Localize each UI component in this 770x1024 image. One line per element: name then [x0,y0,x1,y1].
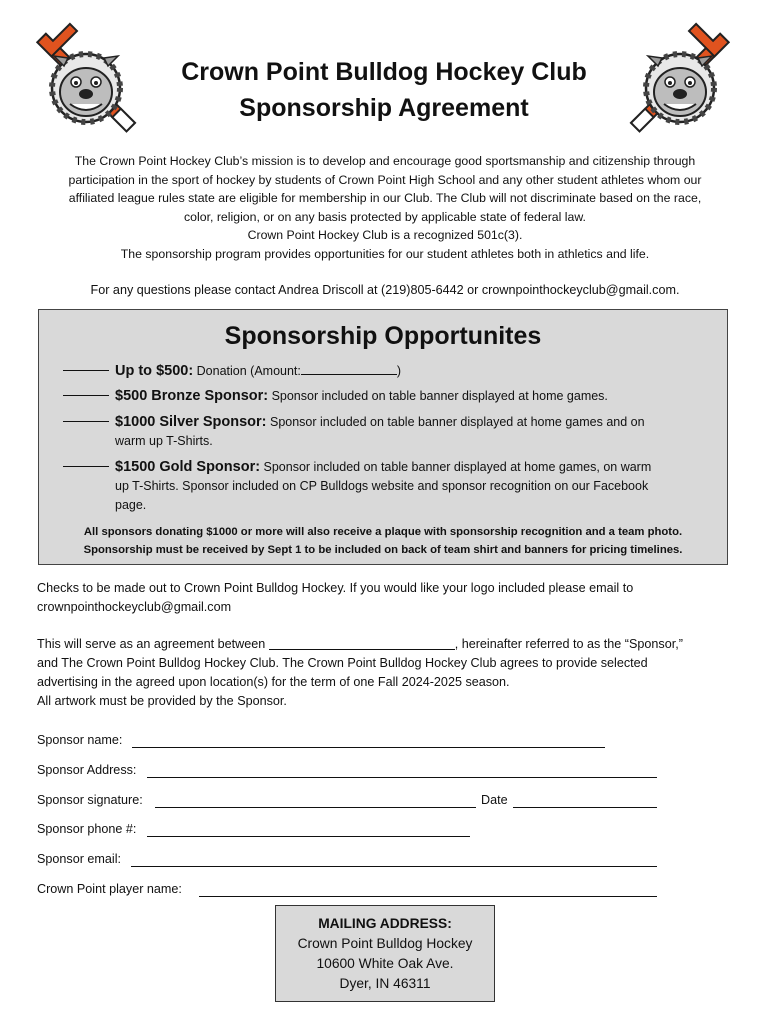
opportunity-silver [63,413,703,451]
sponsor-signature-field[interactable] [155,807,476,808]
opportunity-name: $500 Bronze Sponsor: [115,388,269,404]
sponsor-email-field[interactable] [131,866,657,867]
sponsor-signature-label: Sponsor signature: [37,793,143,807]
agreement-text: This will serve as an agreement between [37,637,266,651]
opportunity-name: $1000 Silver Sponsor: [115,414,267,430]
note-line-2: Sponsorship must be received by Sept 1 to be included on back of team shirt and banners for pricing timelines. [83,544,683,556]
opportunity-desc-cont: warm up T-Shirts. [115,434,213,448]
sponsor-agreement-name-field[interactable] [269,649,455,650]
opportunity-desc-cont: up T-Shirts. Sponsor included on CP Bulldogs website and sponsor recognition on our Facebook [115,479,649,493]
sponsor-email-label: Sponsor email: [37,852,121,866]
agreement-text: , hereinafter referred to as the “Sponsor,” [454,637,683,651]
amount-field[interactable] [301,374,397,375]
checkbox-line[interactable] [63,466,109,467]
mission-line: Crown Point Hockey Club is a recognized 501c(3). [247,228,523,242]
player-name-field[interactable] [199,896,657,897]
sponsorship-opportunities-box [38,309,728,565]
mailing-line: Dyer, IN 46311 [339,976,431,991]
title-line-1: Crown Point Bulldog Hockey Club [181,58,587,86]
checks-line-2: crownpointhockeyclub@gmail.com [37,600,232,614]
opportunity-name: Up to $500: [115,363,194,379]
bulldog-hockey-logo-icon [614,22,740,146]
mission-line: The Crown Point Hockey Club’s mission is to develop and encourage good sportsmanship and citizenship through [74,154,696,168]
sponsor-name-field[interactable] [132,747,605,748]
mailing-heading: MAILING ADDRESS: [318,916,452,931]
opportunity-desc: Sponsor included on table banner displayed at home games, on warm [260,460,652,474]
note-line-1: All sponsors donating $1000 or more will also receive a plaque with sponsorship recognition and a team photo. [83,526,683,538]
page-title [150,54,618,126]
mailing-address-box [275,905,495,1002]
date-label: Date [481,793,508,807]
opportunity-desc-cont: page. [115,498,147,512]
checkbox-line[interactable] [63,421,109,422]
agreement-text: and The Crown Point Bulldog Hockey Club. The Crown Point Bulldog Hockey Club agrees to provide selected [37,656,648,670]
sponsor-name-label: Sponsor name: [37,733,123,747]
mission-line: color, religion, or on any basis protected by applicable state of federal law. [184,209,586,224]
mission-line: participation in the sport of hockey by students of Crown Point High School and any other student athletes whom our [68,172,702,187]
contact-info: For any questions please contact Andrea Driscoll at (219)805-6442 or crownpointhockeyclub@gmail.com. [90,283,680,297]
bulldog-hockey-logo-icon [26,22,152,146]
sponsor-address-field[interactable] [147,777,657,778]
mission-line: affiliated league rules state are eligible for membership in our Club. The Club will not discriminate based on the race, [68,191,702,205]
player-name-label: Crown Point player name: [37,882,182,896]
opportunity-desc: Sponsor included on table banner displayed at home games and on [266,415,645,429]
sponsor-note [39,523,727,559]
opportunity-gold [63,458,703,515]
checkbox-line[interactable] [63,395,109,396]
opportunity-name: $1500 Gold Sponsor: [115,459,261,475]
date-field[interactable] [513,807,657,808]
mailing-line: Crown Point Bulldog Hockey [297,936,473,951]
mission-statement [30,152,740,263]
agreement-paragraph [37,635,737,711]
checkbox-line[interactable] [63,370,109,371]
agreement-text: All artwork must be provided by the Sponsor. [37,694,287,708]
mission-line: The sponsorship program provides opportunities for our student athletes both in athletics and life. [120,246,650,261]
opportunity-desc-end: ) [396,364,402,378]
sponsor-address-label: Sponsor Address: [37,763,137,777]
agreement-text: advertising in the agreed upon location(s) for the term of one Fall 2024-2025 season. [37,675,510,689]
title-line-2: Sponsorship Agreement [239,94,529,122]
opportunities-title: Sponsorship Opportunites [224,322,542,350]
checks-paragraph [37,579,737,617]
opportunity-desc: Sponsor included on table banner displayed at home games. [268,389,608,403]
sponsor-phone-label: Sponsor phone #: [37,822,137,836]
opportunity-desc: Donation (Amount: [193,364,301,378]
checks-line-1: Checks to be made out to Crown Point Bulldog Hockey. If you would like your logo included please email to [37,581,634,595]
opportunity-bronze [63,387,703,406]
mailing-line: 10600 White Oak Ave. [316,956,454,971]
sponsor-phone-field[interactable] [147,836,470,837]
opportunity-donation [63,362,703,381]
